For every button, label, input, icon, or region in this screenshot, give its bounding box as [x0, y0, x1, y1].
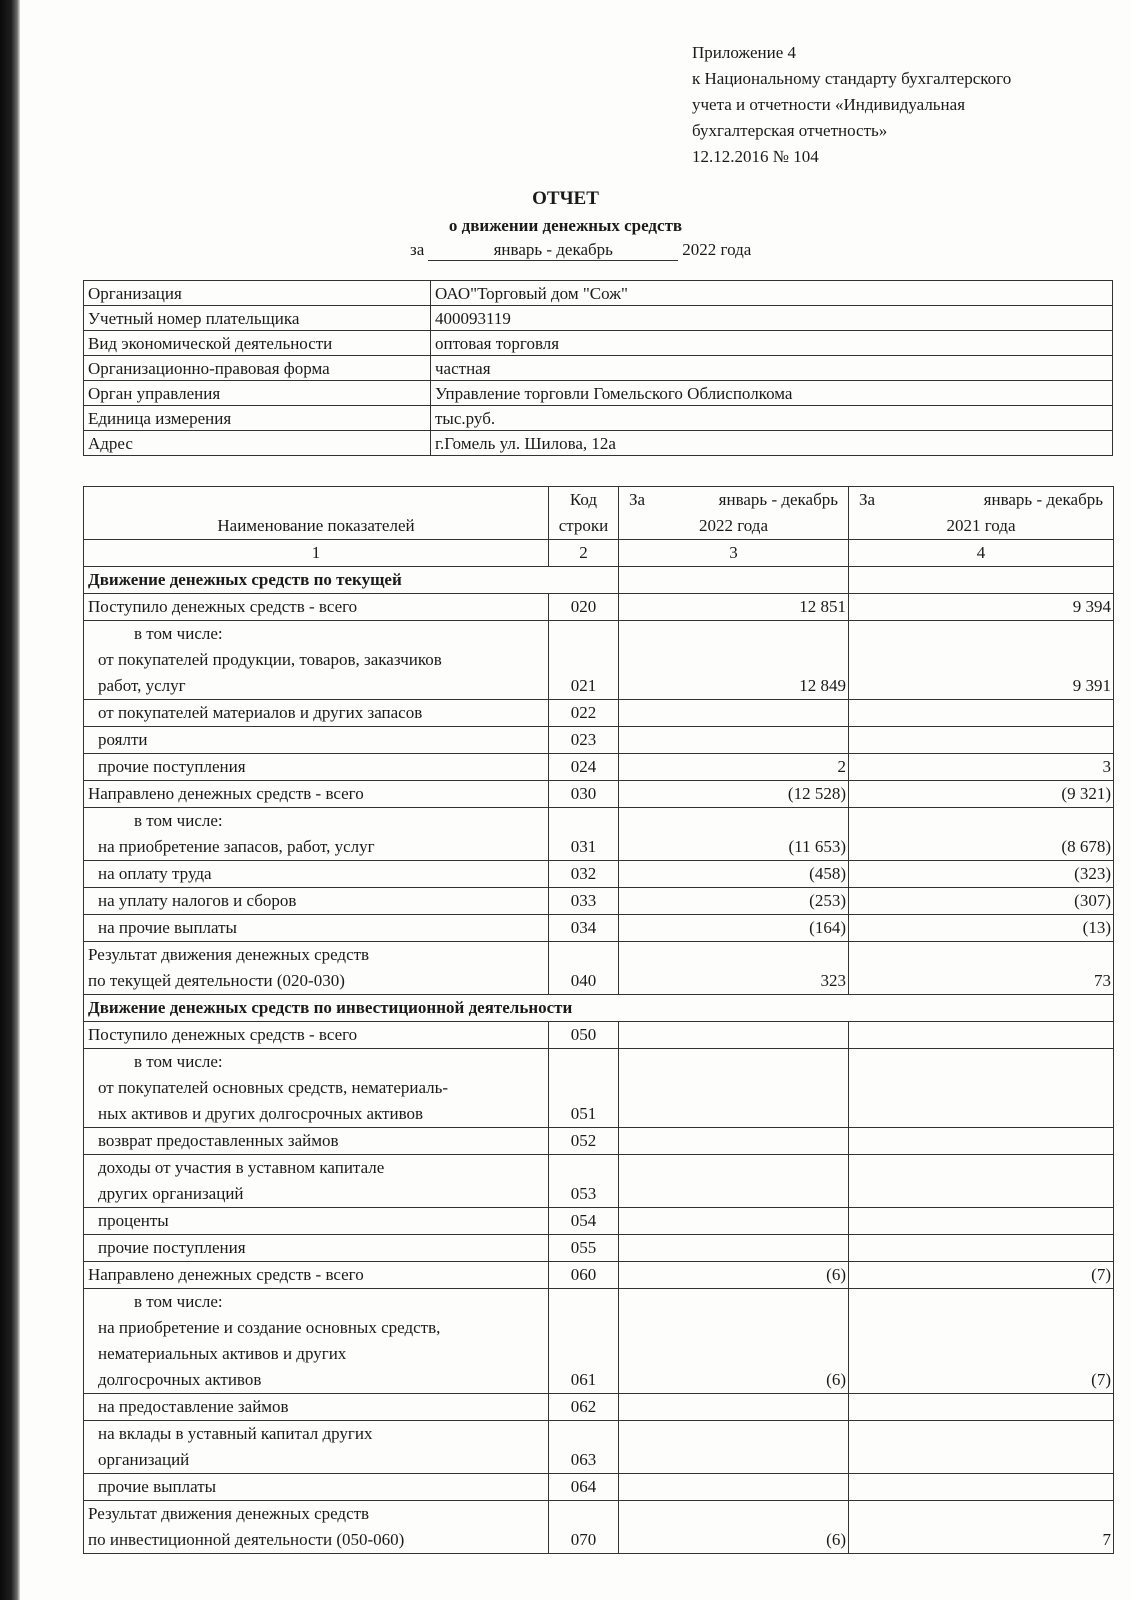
value-2021 [849, 1421, 1114, 1474]
section-title: Движение денежных средств по текущей [84, 567, 619, 594]
header-2022 [619, 487, 849, 540]
value-2022 [619, 1128, 849, 1155]
table-row [84, 781, 1114, 808]
row-name-line: ных активов и других долгосрочных активов [98, 1104, 424, 1123]
table-header-row [84, 487, 1114, 540]
value-2022: (164) [619, 915, 849, 942]
value-2022 [619, 727, 849, 754]
value-2021: (8 678) [849, 808, 1114, 861]
info-value: 400093119 [431, 306, 1113, 331]
value-2022: (458) [619, 861, 849, 888]
value-2022: (253) [619, 888, 849, 915]
value-2021: (9 321) [849, 781, 1114, 808]
row-code: 034 [549, 915, 619, 942]
row-name [84, 942, 549, 995]
table-row [84, 1235, 1114, 1262]
value-2021 [849, 1128, 1114, 1155]
empty-cell [849, 567, 1114, 594]
row-name: на прочие выплаты [84, 915, 549, 942]
appendix-line: к Национальному стандарту бухгалтерского [692, 69, 1012, 88]
header-2021 [849, 487, 1114, 540]
info-value: оптовая торговля [431, 331, 1113, 356]
row-code: 060 [549, 1262, 619, 1289]
table-row [84, 727, 1114, 754]
row-name-line: других организаций [98, 1184, 244, 1203]
value-2022 [619, 700, 849, 727]
row-name-line: на приобретение запасов, работ, услуг [98, 837, 375, 856]
value-2021: 9 394 [849, 594, 1114, 621]
row-name: Поступило денежных средств - всего [84, 1022, 549, 1049]
row-name [84, 1421, 549, 1474]
row-name: на уплату налогов и сборов [84, 888, 549, 915]
row-name: роялти [84, 727, 549, 754]
value-2021: (13) [849, 915, 1114, 942]
info-label: Единица измерения [84, 406, 431, 431]
value-2022: 323 [619, 942, 849, 995]
row-name-line: Результат движения денежных средств [88, 945, 370, 964]
value-2022 [619, 1022, 849, 1049]
value-2021: 3 [849, 754, 1114, 781]
row-code: 030 [549, 781, 619, 808]
period-value: январь - декабрь [428, 240, 678, 261]
info-value: частная [431, 356, 1113, 381]
appendix-line: бухгалтерская отчетность» [692, 121, 888, 140]
row-name-line: нематериальных активов и других [98, 1344, 347, 1363]
row-name: Направлено денежных средств - всего [84, 781, 549, 808]
value-2021: 73 [849, 942, 1114, 995]
column-number: 1 [84, 540, 549, 567]
row-name-line: от покупателей основных средств, нематериаль- [98, 1078, 449, 1097]
row-name-line: Результат движения денежных средств [88, 1504, 370, 1523]
row-name-line: в том числе: [134, 1052, 223, 1071]
column-number: 3 [619, 540, 849, 567]
row-name: возврат предоставленных займов [84, 1128, 549, 1155]
row-code: 032 [549, 861, 619, 888]
period-suffix: 2022 года [682, 240, 752, 259]
value-2022 [619, 1235, 849, 1262]
info-label: Организационно-правовая форма [84, 356, 431, 381]
cash-flow-table [83, 486, 1114, 1554]
table-row [84, 888, 1114, 915]
info-row [84, 306, 1113, 331]
table-row [84, 1474, 1114, 1501]
table-row [84, 808, 1114, 861]
row-name [84, 1049, 549, 1128]
report-title: ОТЧЕТ [532, 188, 599, 209]
header-prefix: За [629, 490, 646, 509]
row-code: 070 [549, 1501, 619, 1554]
value-2021 [849, 727, 1114, 754]
table-row [84, 1022, 1114, 1049]
table-row [84, 1421, 1114, 1474]
table-row [84, 700, 1114, 727]
info-row [84, 381, 1113, 406]
appendix-line: учета и отчетности «Индивидуальная [692, 95, 966, 114]
table-row [84, 1049, 1114, 1128]
table-row [84, 942, 1114, 995]
table-row [84, 594, 1114, 621]
info-label: Учетный номер плательщика [84, 306, 431, 331]
table-row [84, 1208, 1114, 1235]
value-2022: (11 653) [619, 808, 849, 861]
value-2022 [619, 1394, 849, 1421]
row-code: 064 [549, 1474, 619, 1501]
row-code: 021 [549, 621, 619, 700]
row-code: 050 [549, 1022, 619, 1049]
row-code: 024 [549, 754, 619, 781]
table-row [84, 1128, 1114, 1155]
value-2022 [619, 1474, 849, 1501]
row-code: 022 [549, 700, 619, 727]
header-code-line: строки [558, 516, 609, 535]
column-number: 2 [549, 540, 619, 567]
value-2022: (6) [619, 1501, 849, 1554]
row-name-line: в том числе: [134, 811, 223, 830]
table-row [84, 1289, 1114, 1394]
row-code: 063 [549, 1421, 619, 1474]
row-name-line: доходы от участия в уставном капитале [98, 1158, 385, 1177]
table-row [84, 1262, 1114, 1289]
row-name-line: по текущей деятельности (020-030) [88, 971, 345, 990]
value-2022: (6) [619, 1289, 849, 1394]
value-2021 [849, 1474, 1114, 1501]
row-code: 052 [549, 1128, 619, 1155]
header-code-line: Код [569, 490, 598, 509]
row-name-line: работ, услуг [98, 676, 186, 695]
info-label: Организация [84, 281, 431, 306]
info-value: ОАО"Торговый дом "Сож" [431, 281, 1113, 306]
info-label: Вид экономической деятельности [84, 331, 431, 356]
value-2021 [849, 1155, 1114, 1208]
row-name-line: долгосрочных активов [98, 1370, 262, 1389]
appendix-note [692, 40, 1112, 170]
value-2022 [619, 1155, 849, 1208]
row-name: прочие поступления [84, 754, 549, 781]
row-name-line: по инвестиционной деятельности (050-060) [88, 1530, 405, 1549]
row-name-line: на приобретение и создание основных средств, [98, 1318, 441, 1337]
row-code: 020 [549, 594, 619, 621]
header-period-text: январь - декабрь [718, 490, 838, 509]
row-name [84, 621, 549, 700]
value-2021 [849, 1208, 1114, 1235]
header-year: 2022 года [698, 516, 768, 535]
info-row [84, 431, 1113, 456]
row-name-line: от покупателей продукции, товаров, заказчиков [98, 650, 442, 669]
row-code: 055 [549, 1235, 619, 1262]
section-title: Движение денежных средств по инвестиционной деятельности [84, 995, 1114, 1022]
value-2021: (7) [849, 1262, 1114, 1289]
header-year: 2021 года [946, 516, 1016, 535]
value-2022 [619, 1049, 849, 1128]
row-name [84, 1289, 549, 1394]
info-row [84, 281, 1113, 306]
row-name [84, 1501, 549, 1554]
row-code: 033 [549, 888, 619, 915]
row-name: прочие выплаты [84, 1474, 549, 1501]
section-row [84, 995, 1114, 1022]
scan-binding-edge [0, 0, 20, 1600]
column-number: 4 [849, 540, 1114, 567]
empty-cell [619, 567, 849, 594]
value-2022: (6) [619, 1262, 849, 1289]
row-name-line: организаций [98, 1450, 190, 1469]
row-code: 031 [549, 808, 619, 861]
table-row [84, 1501, 1114, 1554]
row-name-line: в том числе: [134, 624, 223, 643]
report-subtitle: о движении денежных средств [448, 216, 683, 235]
header-period [853, 487, 1109, 513]
row-name: от покупателей материалов и других запасов [84, 700, 549, 727]
table-row [84, 754, 1114, 781]
info-label: Адрес [84, 431, 431, 456]
row-code: 053 [549, 1155, 619, 1208]
row-code: 061 [549, 1289, 619, 1394]
row-code: 051 [549, 1049, 619, 1128]
value-2022: (12 528) [619, 781, 849, 808]
info-label: Орган управления [84, 381, 431, 406]
value-2021: 7 [849, 1501, 1114, 1554]
row-code: 054 [549, 1208, 619, 1235]
appendix-line: Приложение 4 [692, 43, 796, 62]
row-name: на оплату труда [84, 861, 549, 888]
row-code: 040 [549, 942, 619, 995]
info-value: г.Гомель ул. Шилова, 12а [431, 431, 1113, 456]
table-row [84, 1155, 1114, 1208]
period-prefix: за [410, 240, 425, 259]
value-2021 [849, 1022, 1114, 1049]
row-name-line: на вклады в уставный капитал других [98, 1424, 373, 1443]
value-2021 [849, 700, 1114, 727]
row-code: 023 [549, 727, 619, 754]
row-name: Направлено денежных средств - всего [84, 1262, 549, 1289]
row-name: проценты [84, 1208, 549, 1235]
row-name-line: в том числе: [134, 1292, 223, 1311]
value-2021 [849, 1049, 1114, 1128]
header-name-label: Наименование показателей [217, 516, 415, 535]
row-name: прочие поступления [84, 1235, 549, 1262]
table-row [84, 621, 1114, 700]
row-code: 062 [549, 1394, 619, 1421]
value-2021: (7) [849, 1289, 1114, 1394]
table-row [84, 861, 1114, 888]
report-period [410, 240, 751, 261]
value-2021: (323) [849, 861, 1114, 888]
row-name: на предоставление займов [84, 1394, 549, 1421]
info-value: Управление торговли Гомельского Облисполкома [431, 381, 1113, 406]
info-value: тыс.руб. [431, 406, 1113, 431]
header-period-text: январь - декабрь [983, 490, 1103, 509]
row-name [84, 808, 549, 861]
column-number-row [84, 540, 1114, 567]
value-2022 [619, 1208, 849, 1235]
table-row [84, 1394, 1114, 1421]
row-name: Поступило денежных средств - всего [84, 594, 549, 621]
value-2021 [849, 1235, 1114, 1262]
info-row [84, 406, 1113, 431]
value-2022 [619, 1421, 849, 1474]
value-2022: 2 [619, 754, 849, 781]
value-2021 [849, 1394, 1114, 1421]
value-2022: 12 849 [619, 621, 849, 700]
value-2021: (307) [849, 888, 1114, 915]
section-row [84, 567, 1114, 594]
table-row [84, 915, 1114, 942]
organization-info-table [83, 280, 1113, 456]
header-prefix: За [859, 490, 876, 509]
value-2021: 9 391 [849, 621, 1114, 700]
header-name [84, 487, 549, 540]
header-code [549, 487, 619, 540]
info-row [84, 356, 1113, 381]
value-2022: 12 851 [619, 594, 849, 621]
row-name [84, 1155, 549, 1208]
info-row [84, 331, 1113, 356]
appendix-line: 12.12.2016 № 104 [692, 147, 819, 166]
header-period [623, 487, 844, 513]
